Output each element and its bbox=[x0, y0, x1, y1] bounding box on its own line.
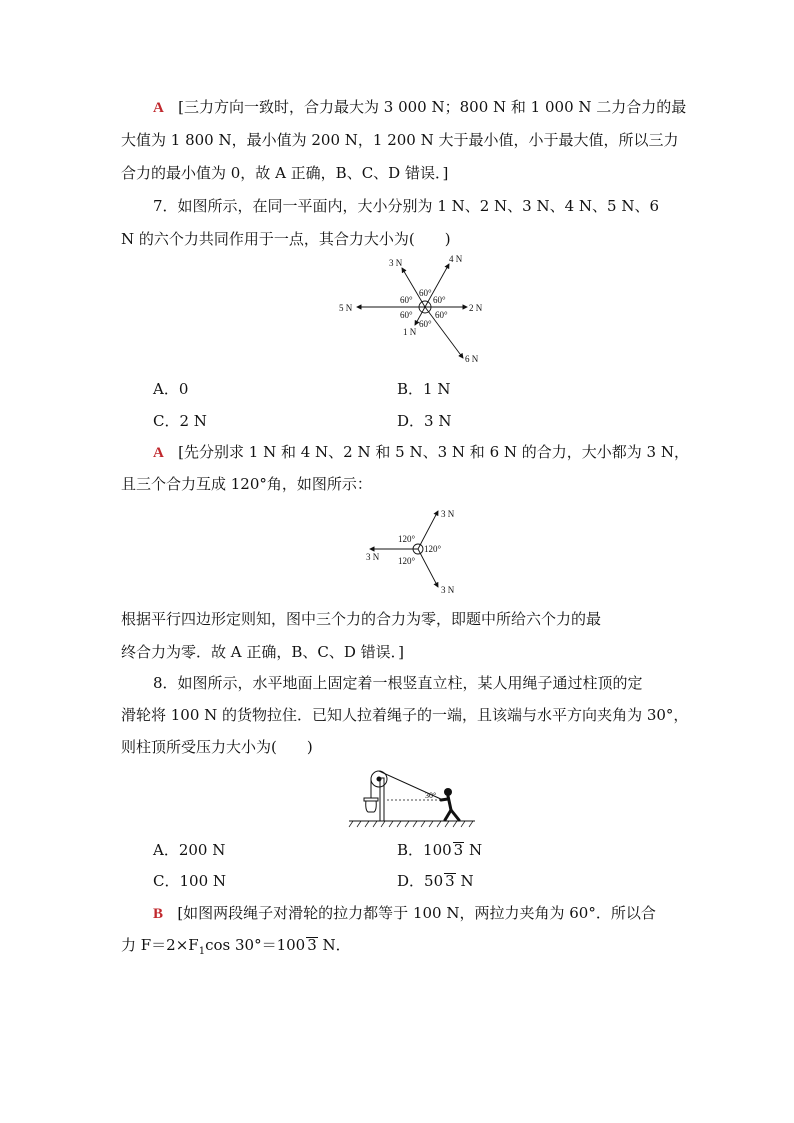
q6-explanation-line-1 bbox=[153, 97, 686, 118]
person-figure bbox=[441, 788, 459, 820]
angle-label-upper-left: 60° bbox=[400, 295, 413, 305]
q7-explanation-line-2: 且三个合力互成 120°角，如图所示： bbox=[121, 475, 372, 493]
q6-explanation-line-3: 合力的最小值为 0，故 A 正确，B、C、D 错误．] bbox=[121, 164, 449, 182]
q7-six-forces-figure bbox=[335, 250, 495, 368]
cargo bbox=[366, 800, 377, 812]
resultant-down-label: 3 N bbox=[441, 585, 455, 595]
q7-option-a: A．0 bbox=[153, 380, 189, 398]
q7-explanation2-line-2: 终合力为零．故 A 正确，B、C、D 错误．] bbox=[121, 643, 405, 661]
angle-120-lower: 120° bbox=[398, 556, 416, 566]
q7-option-c: C．2 N bbox=[153, 412, 207, 430]
label-4n: 4 N bbox=[449, 254, 463, 264]
angle-120-right: 120° bbox=[424, 544, 442, 554]
q8-explanation-line-1 bbox=[153, 903, 656, 924]
q7-option-d: D．3 N bbox=[397, 412, 452, 430]
pole bbox=[380, 778, 384, 821]
q6-explanation-line-2: 大值为 1 800 N，最小值为 200 N，1 200 N 大于最小值，小于最大值，所以三力 bbox=[121, 131, 679, 149]
resultant-left-label: 3 N bbox=[366, 552, 380, 562]
resultant-up-label: 3 N bbox=[441, 509, 455, 519]
q7-stem-line-1: 7．如图所示，在同一平面内，大小分别为 1 N、2 N、3 N、4 N、5 N、6 bbox=[153, 197, 660, 215]
q7-stem-line-2: N 的六个力共同作用于一点，其合力大小为( ) bbox=[121, 230, 451, 248]
q8-pulley-figure bbox=[347, 764, 477, 830]
label-5n: 5 N bbox=[339, 303, 353, 313]
label-6n: 6 N bbox=[465, 354, 479, 364]
label-3n: 3 N bbox=[389, 258, 403, 268]
angle-120-upper: 120° bbox=[398, 534, 416, 544]
q7-resultant-forces-figure bbox=[362, 500, 472, 600]
label-1n: 1 N bbox=[403, 327, 417, 337]
angle-label-lower-right: 60° bbox=[435, 310, 448, 320]
q8-option-a: A．200 N bbox=[153, 841, 226, 859]
q6-answer-letter: A bbox=[153, 100, 164, 116]
q8-option-b: B．100 3 N bbox=[397, 841, 483, 859]
q8-stem-line-1: 8．如图所示，水平地面上固定着一根竖直立柱，某人用绳子通过柱顶的定 bbox=[153, 674, 643, 692]
angle-label-bottom: 60° bbox=[419, 319, 432, 329]
ground-hatching bbox=[349, 821, 473, 827]
angle-label-upper-right: 60° bbox=[433, 295, 446, 305]
q8-option-d: D．50 3 N bbox=[397, 872, 474, 890]
q8-stem-line-2: 滑轮将 100 N 的货物拉住．已知人拉着绳子的一端，且该端与水平方向夹角为 30°， bbox=[121, 706, 689, 724]
q8-explain-text-1: [如图两段绳子对滑轮的拉力都等于 100 N，两拉力夹角为 60°．所以合 bbox=[177, 904, 656, 922]
q7-answer-letter: A bbox=[153, 445, 164, 461]
angle-label-top: 60° bbox=[419, 288, 432, 298]
q7-explanation2-line-1: 根据平行四边形定则知，图中三个力的合力为零，即题中所给六个力的最 bbox=[121, 610, 602, 628]
q8-explanation-line-2: 力 $F=2\times F_1\cos$ 30°＝100 3 N． bbox=[121, 936, 351, 957]
q6-explain-text-1: [三力方向一致时，合力最大为 3 000 N；800 N 和 1 000 N 二力合力的最 bbox=[178, 98, 687, 116]
label-2n: 2 N bbox=[469, 303, 483, 313]
rope-angle-label: 30° bbox=[425, 791, 437, 800]
q7-explanation-line-1 bbox=[153, 442, 689, 463]
q8-stem-line-3: 则柱顶所受压力大小为( ) bbox=[121, 738, 313, 756]
q8-option-c: C．100 N bbox=[153, 872, 227, 890]
resultant-down-line bbox=[418, 549, 438, 587]
q8-answer-letter: B bbox=[153, 906, 164, 922]
q7-explain-text-1: [先分别求 1 N 和 4 N、2 N 和 5 N、3 N 和 6 N 的合力，大小都为 3 N， bbox=[178, 443, 689, 461]
q7-option-b: B．1 N bbox=[397, 380, 451, 398]
angle-label-lower-left: 60° bbox=[400, 310, 413, 320]
